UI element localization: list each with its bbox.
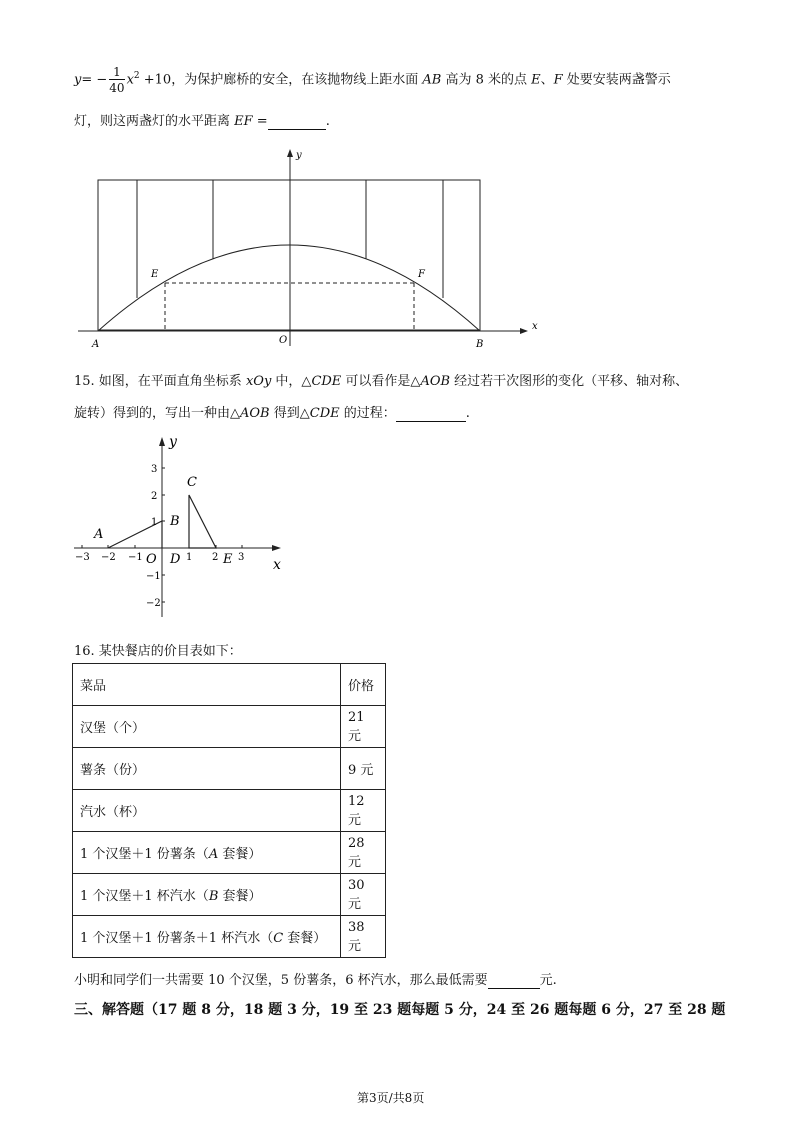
item-name xyxy=(73,706,341,748)
q16-intro: 16. 某快餐店的价目表如下： xyxy=(74,644,242,659)
page-footer: 第3页/共8页 xyxy=(357,1091,425,1105)
eq-x: x xyxy=(126,72,134,88)
q14-e: E xyxy=(531,72,541,88)
item-price: 21 元 xyxy=(341,706,386,748)
q14-ef: EF xyxy=(234,114,253,129)
fig14-y-arrow xyxy=(287,149,293,157)
item-name xyxy=(73,916,341,958)
fig15-x-arrow xyxy=(272,545,281,551)
q15-aob-2: AOB xyxy=(240,406,270,421)
table-row xyxy=(73,916,386,958)
fig15-label-o: O xyxy=(146,552,157,567)
q15-cde: CDE xyxy=(311,374,342,389)
bridge-frame xyxy=(98,180,480,330)
q14-text-d: 灯，则这两盏灯的水平距离 xyxy=(74,114,235,129)
q14-line2 xyxy=(74,110,330,130)
table-row xyxy=(73,790,386,832)
q15-text-g: 的过程： xyxy=(339,406,396,421)
section-3-heading: 三、解答题（17 题 8 分，18 题 3 分，19 至 23 题每题 5 分，24 至 26 题每题 6 分，27 至 28 题 xyxy=(74,1002,726,1018)
q14-answer-blank xyxy=(268,114,326,130)
fig15-label-b: B xyxy=(170,514,180,529)
q15-cde-2: CDE xyxy=(309,406,340,421)
fig15-label-c: C xyxy=(187,475,197,490)
item-text-end: 套餐） xyxy=(218,847,262,862)
table-header-row xyxy=(73,664,386,706)
combo-letter: C xyxy=(273,931,284,946)
eq-rest: +10 xyxy=(139,72,172,88)
combo-letter: B xyxy=(208,889,219,904)
q14-text-e: = xyxy=(252,114,268,129)
item-name xyxy=(73,832,341,874)
item-text: 1 个汉堡＋1 份薯条＋1 杯汽水（ xyxy=(80,931,274,946)
eq-fraction xyxy=(109,66,124,94)
fig15-x-label: x xyxy=(273,557,281,573)
fig15-label-a: A xyxy=(94,527,104,542)
q16-text-b: 元. xyxy=(539,973,557,988)
q16-answer-blank xyxy=(488,973,540,989)
fig15-label-e: E xyxy=(223,552,233,567)
q14-line1 xyxy=(74,66,671,94)
q15-text-f: 得到△ xyxy=(269,406,310,421)
header-price: 价格 xyxy=(341,664,386,706)
fig15-coordinate-diagram xyxy=(68,430,288,620)
q14-text-c: 处要安装两盏警示 xyxy=(562,72,671,88)
table-row xyxy=(73,832,386,874)
item-text: 薯条（份） xyxy=(80,763,146,778)
q15-text-a: 15. 如图，在平面直角坐标系 xyxy=(74,374,246,389)
q15-text-c: 可以看作是△ xyxy=(341,374,421,389)
q16-text-a: 小明和同学们一共需要 10 个汉堡，5 份薯条，6 杯汽水，那么最低需要 xyxy=(74,973,488,988)
eq-denominator: 40 xyxy=(109,81,125,95)
fig14-label-b: B xyxy=(476,339,484,350)
triangle-cde xyxy=(189,495,216,548)
q14-text-a: ，为保护廊桥的安全，在该抛物线上距水面 xyxy=(171,72,423,88)
fig15-y-label: y xyxy=(169,434,177,450)
fig14-label-e: E xyxy=(151,269,159,280)
q14-f: F xyxy=(553,72,563,88)
q15-answer-blank xyxy=(396,406,466,422)
y-tick-label: −2 xyxy=(146,598,161,609)
x-tick-label: −3 xyxy=(75,552,90,563)
combo-letter: A xyxy=(208,847,219,862)
eq-equals: = − xyxy=(81,72,108,88)
q14-text-b: 高为 8 米的点 xyxy=(441,72,532,88)
y-tick-label: 1 xyxy=(151,517,158,528)
item-price: 9 元 xyxy=(341,748,386,790)
fig14-label-o: O xyxy=(279,335,288,346)
q15-period: . xyxy=(465,406,470,421)
x-tick-label: −2 xyxy=(101,552,116,563)
table-row xyxy=(73,748,386,790)
q15-aob: AOB xyxy=(420,374,451,389)
price-table xyxy=(72,663,386,958)
fig14-bridge-diagram xyxy=(70,145,540,355)
q15-line2 xyxy=(74,402,470,422)
item-price: 12 元 xyxy=(341,790,386,832)
fig14-x-arrow xyxy=(520,328,528,334)
y-tick-label: −1 xyxy=(146,571,161,582)
eq-y: y xyxy=(74,72,82,88)
item-text-end: 套餐） xyxy=(218,889,262,904)
y-tick-label: 2 xyxy=(151,491,158,502)
y-tick-label: 3 xyxy=(151,464,158,475)
item-name xyxy=(73,874,341,916)
parabola-arch xyxy=(98,245,480,331)
q16-question-line xyxy=(74,969,557,989)
fig14-x-label: x xyxy=(532,321,538,332)
q15-text-b: 中，△ xyxy=(271,374,312,389)
fig14-y-label: y xyxy=(296,150,302,161)
item-text: 1 个汉堡＋1 份薯条（ xyxy=(80,847,209,862)
item-name xyxy=(73,748,341,790)
header-item: 菜品 xyxy=(73,664,341,706)
table-row xyxy=(73,874,386,916)
fig14-label-a: A xyxy=(92,339,100,350)
item-text: 汽水（杯） xyxy=(80,805,146,820)
item-text: 汉堡（个） xyxy=(80,721,146,736)
item-name xyxy=(73,790,341,832)
fig15-label-d: D xyxy=(170,552,181,567)
item-price: 38 元 xyxy=(341,916,386,958)
item-price: 28 元 xyxy=(341,832,386,874)
fig14-label-f: F xyxy=(418,269,425,280)
x-tick-label: 1 xyxy=(186,552,193,563)
item-text: 1 个汉堡＋1 杯汽水（ xyxy=(80,889,209,904)
table-row xyxy=(73,706,386,748)
q15-text-d: 经过若干次图形的变化（平移、轴对称、 xyxy=(450,374,689,389)
q15-text-e: 旋转）得到的，写出一种由△ xyxy=(74,406,240,421)
q14-sep: 、 xyxy=(540,72,554,88)
item-price: 30 元 xyxy=(341,874,386,916)
eq-numerator: 1 xyxy=(109,66,124,80)
x-tick-label: 2 xyxy=(212,552,219,563)
item-text-end: 套餐） xyxy=(283,931,327,946)
fig15-y-arrow xyxy=(159,437,165,446)
q14-period: . xyxy=(325,114,330,129)
x-tick-label: −1 xyxy=(128,552,143,563)
eq-exponent: 2 xyxy=(133,71,140,82)
x-tick-label: 3 xyxy=(238,552,245,563)
q14-ab: AB xyxy=(422,72,442,88)
q15-xoy: xOy xyxy=(245,374,272,389)
q15-line1 xyxy=(74,370,688,389)
